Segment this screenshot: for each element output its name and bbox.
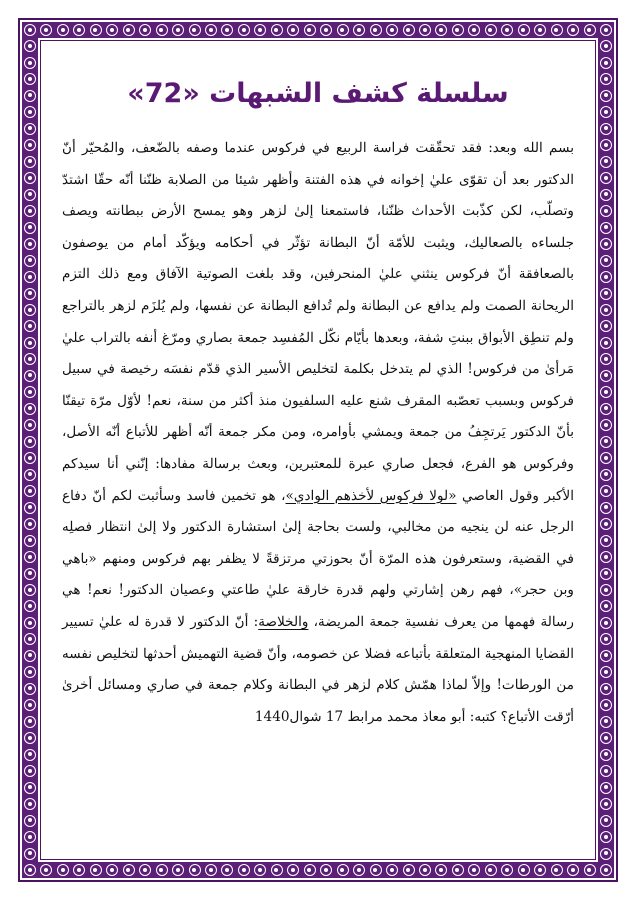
article-body bbox=[62, 133, 574, 733]
border-spiral-ornament bbox=[271, 864, 283, 876]
border-spiral-ornament bbox=[24, 403, 36, 415]
border-spiral-ornament bbox=[485, 24, 497, 36]
border-spiral-ornament bbox=[24, 716, 36, 728]
border-spiral-ornament bbox=[24, 617, 36, 629]
border-spiral-ornament bbox=[24, 90, 36, 102]
border-spiral-ornament bbox=[24, 57, 36, 69]
border-spiral-ornament bbox=[337, 864, 349, 876]
article-text-part-2: ، هو تخمين فاسد وسأثبت لكم أنّ دفاع الرجل عنه لن ينجيه من مخالبي، ولست بحاجة إلىٰ استشارة الدكتور ولا إلىٰ انتظار فصلِه في القضية، وستعرفون هذه المرّة أنّ بحوزتي مرتزقةً لا يظفر بهم فركوس ومنهم «باهي وبن حجر»، فهم رهن إشارتي ولهم قدرة خارقة عليٰ طاعتي وعصيان الدكتور! نعم! هي رسالة فهمها من يعرف نفسية جمعة المريضة، bbox=[62, 487, 574, 630]
border-spiral-ornament bbox=[238, 864, 250, 876]
border-spiral-ornament bbox=[600, 370, 612, 382]
border-spiral-ornament bbox=[24, 782, 36, 794]
border-spiral-ornament bbox=[205, 24, 217, 36]
border-spiral-ornament bbox=[24, 304, 36, 316]
border-spiral-ornament bbox=[24, 24, 36, 36]
border-spiral-ornament bbox=[337, 24, 349, 36]
border-spiral-ornament bbox=[600, 749, 612, 761]
border-spiral-ornament bbox=[600, 798, 612, 810]
border-spiral-ornament bbox=[600, 831, 612, 843]
border-spiral-ornament bbox=[24, 518, 36, 530]
border-spiral-ornament bbox=[205, 864, 217, 876]
border-spiral-ornament bbox=[370, 24, 382, 36]
border-spiral-ornament bbox=[600, 337, 612, 349]
border-spiral-ornament bbox=[600, 683, 612, 695]
border-spiral-ornament bbox=[600, 57, 612, 69]
border-spiral-ornament bbox=[24, 683, 36, 695]
border-spiral-ornament bbox=[600, 502, 612, 514]
border-spiral-ornament bbox=[57, 864, 69, 876]
border-spiral-ornament bbox=[551, 24, 563, 36]
border-spiral-ornament bbox=[24, 337, 36, 349]
border-spiral-ornament bbox=[600, 469, 612, 481]
border-spiral-ornament bbox=[24, 568, 36, 580]
border-spiral-ornament bbox=[419, 24, 431, 36]
border-spiral-ornament bbox=[172, 864, 184, 876]
border-spiral-ornament bbox=[24, 831, 36, 843]
border-spiral-ornament bbox=[271, 24, 283, 36]
article-text-part-1: بسم الله وبعد: فقد تحقّقت فراسة الربيع في فركوس عندما وصفه بالضّعف، والمُحيّر أنّ الدكتور بعد أن تقوّى عليٰ إخوانه في هذه الفتنة وأظهر شيئا من الصلابة ظنّنا أنّه حقّا اشتدّ وتصلّب، لكن كذّبت الأحداث ظنّنا، فاستمعنا إلىٰ لزهر وهو يمسح الأرض ببطانته ويصف جلساءه بالصعاليك، ويثبت للأمّة أنّ البطانة تؤثّر في أحكامه ويؤكّد أمام من يوصفون بالصعافقة أنّ فركوس ينثني عليٰ المنحرفين، وقد بلغت الصوتية الآفاق ومع ذلك التزم الريحانة الصمت ولم يدافع عن البطانة ولم تُدافع البطانة عن نفسها، ولم يُلزَم لزهر بالتراجع ولم تنطِق الأبواق ببنتِ شفة، وبعدها بأيّام نكّل المُفسِد جمعة بصاري ومرّغ أنفه بالتراب عليٰ مَرأىٰ من فركوس! الذي لم يتدخل بكلمة لتخليص الأسير الذي قدّم نفسَه رخيصة في سبيل فركوس وبسبب تعصّبه المقرف شنع عليه السلفيون منذ أكثر من سنة، نعم! لأوّل مرّة تيقنّا بأنّ الدكتور يَرتجِفُ من جمعة ويمشي بأوامره، ومن مكر جمعة أنّه أظهر للأتباع أنّه الأصل، وفركوس هو الفرع، فجعل صاري عبرة للمعتبرين، وبعث برسالة مفادها: إنّني أنا سيدكم الأكبر وقول العاصي bbox=[62, 140, 574, 504]
border-spiral-ornament bbox=[24, 469, 36, 481]
border-spiral-ornament bbox=[567, 24, 579, 36]
border-spiral-ornament bbox=[24, 189, 36, 201]
border-spiral-ornament bbox=[386, 864, 398, 876]
border-spiral-ornament bbox=[600, 288, 612, 300]
border-spiral-ornament bbox=[24, 222, 36, 234]
border-spiral-ornament bbox=[189, 864, 201, 876]
border-spiral-ornament bbox=[24, 238, 36, 250]
border-spiral-ornament bbox=[452, 864, 464, 876]
border-spiral-ornament bbox=[370, 864, 382, 876]
border-spiral-ornament bbox=[24, 436, 36, 448]
border-spiral-ornament bbox=[24, 255, 36, 267]
border-spiral-ornament bbox=[452, 24, 464, 36]
border-spiral-ornament bbox=[172, 24, 184, 36]
border-spiral-ornament bbox=[304, 864, 316, 876]
border-spiral-ornament bbox=[600, 271, 612, 283]
border-spiral-ornament bbox=[518, 864, 530, 876]
border-spiral-ornament bbox=[403, 864, 415, 876]
border-spiral-ornament bbox=[600, 24, 612, 36]
border-spiral-ornament bbox=[551, 864, 563, 876]
underlined-quote: «لولا فركوس لأخذهم الوادي» bbox=[285, 487, 457, 504]
document-title: سلسلة كشف الشبهات «72» bbox=[127, 78, 509, 109]
border-spiral-ornament bbox=[24, 156, 36, 168]
border-spiral-ornament bbox=[24, 650, 36, 662]
border-spiral-ornament bbox=[24, 584, 36, 596]
border-spiral-ornament bbox=[24, 502, 36, 514]
border-spiral-ornament bbox=[156, 864, 168, 876]
conclusion-label: والخلاصة bbox=[258, 613, 309, 630]
border-spiral-ornament bbox=[600, 123, 612, 135]
border-spiral-ornament bbox=[24, 864, 36, 876]
border-spiral-ornament bbox=[600, 617, 612, 629]
border-spiral-ornament bbox=[386, 24, 398, 36]
border-spiral-ornament bbox=[304, 24, 316, 36]
border-spiral-ornament bbox=[600, 716, 612, 728]
border-spiral-ornament bbox=[600, 782, 612, 794]
border-spiral-ornament bbox=[600, 535, 612, 547]
border-spiral-ornament bbox=[600, 650, 612, 662]
border-spiral-ornament bbox=[600, 436, 612, 448]
border-spiral-ornament bbox=[123, 864, 135, 876]
border-spiral-ornament bbox=[584, 24, 596, 36]
border-spiral-ornament bbox=[90, 24, 102, 36]
border-spiral-ornament bbox=[600, 222, 612, 234]
border-spiral-ornament bbox=[518, 24, 530, 36]
border-spiral-ornament bbox=[600, 864, 612, 876]
border-spiral-ornament bbox=[24, 848, 36, 860]
border-spiral-ornament bbox=[600, 584, 612, 596]
border-spiral-ornament bbox=[600, 189, 612, 201]
border-spiral-ornament bbox=[24, 288, 36, 300]
border-spiral-ornament bbox=[600, 815, 612, 827]
border-spiral-ornament bbox=[24, 551, 36, 563]
border-spiral-ornament bbox=[90, 864, 102, 876]
article-text-part-3: : أنّ الدكتور لا قدرة له عليٰ تسيير القضايا المنهجية المتعلقة بأتباعه فضلا عن خصومه، وأنّ قضية التهميش أحدثها لتخليص نفسه من الورطات! وإلاّ لماذا همّش كلام لزهر في البطانة وكلام جمعة في صاري ومسائل أخرىٰ أرّقت الأتباع؟ كتبه: أبو معاذ محمد مرابط 17 شوال1440 bbox=[62, 613, 574, 725]
border-spiral-ornament bbox=[567, 864, 579, 876]
border-spiral-ornament bbox=[600, 568, 612, 580]
border-spiral-ornament bbox=[403, 24, 415, 36]
border-spiral-ornament bbox=[600, 848, 612, 860]
border-spiral-ornament bbox=[24, 271, 36, 283]
border-spiral-ornament bbox=[24, 370, 36, 382]
border-spiral-ornament bbox=[189, 24, 201, 36]
border-spiral-ornament bbox=[600, 156, 612, 168]
border-spiral-ornament bbox=[24, 749, 36, 761]
border-spiral-ornament bbox=[24, 535, 36, 547]
border-spiral-ornament bbox=[600, 304, 612, 316]
border-spiral-ornament bbox=[24, 815, 36, 827]
border-spiral-ornament bbox=[600, 551, 612, 563]
border-spiral-ornament bbox=[600, 90, 612, 102]
border-spiral-ornament bbox=[485, 864, 497, 876]
border-spiral-ornament bbox=[57, 24, 69, 36]
border-spiral-ornament bbox=[600, 403, 612, 415]
border-spiral-ornament bbox=[600, 238, 612, 250]
border-spiral-ornament bbox=[24, 123, 36, 135]
border-spiral-ornament bbox=[238, 24, 250, 36]
border-spiral-ornament bbox=[123, 24, 135, 36]
border-spiral-ornament bbox=[419, 864, 431, 876]
border-spiral-ornament bbox=[24, 798, 36, 810]
border-spiral-ornament bbox=[156, 24, 168, 36]
border-spiral-ornament bbox=[600, 255, 612, 267]
border-spiral-ornament bbox=[600, 518, 612, 530]
border-spiral-ornament bbox=[584, 864, 596, 876]
